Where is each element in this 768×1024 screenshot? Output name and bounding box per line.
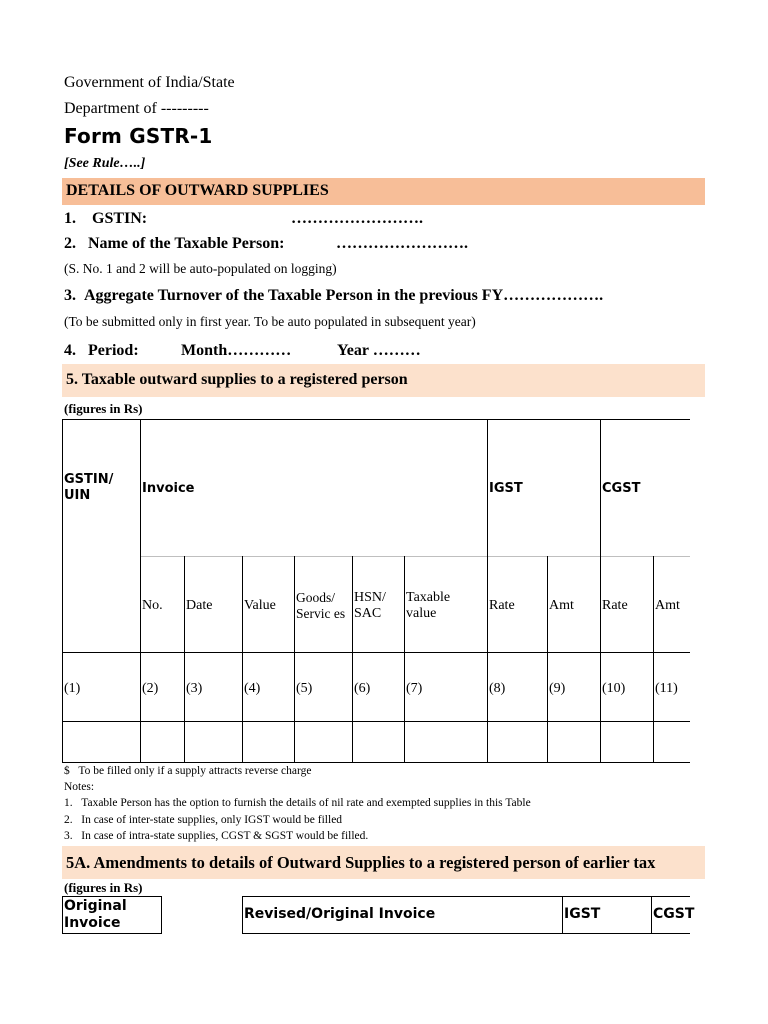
subheader-taxable-value: Taxable value bbox=[406, 590, 451, 621]
outward-supplies-banner bbox=[62, 178, 705, 205]
period-month: Month………… bbox=[181, 342, 292, 359]
outward-supplies-table bbox=[62, 419, 690, 763]
section5-title: 5. Taxable outward supplies to a registered person bbox=[66, 371, 408, 388]
note-item-3: 3. In case of intra-state supplies, CGST & SGST would be filled. bbox=[64, 830, 369, 842]
header-revised-original-invoice: Revised/Original Invoice bbox=[244, 906, 436, 922]
gstin-value-placeholder: ……………………. bbox=[291, 210, 423, 227]
col-number-6: (6) bbox=[354, 681, 371, 696]
header-original-invoice: Original Invoice bbox=[64, 898, 127, 931]
col-number-7: (7) bbox=[406, 681, 423, 696]
auto-populate-note: (S. No. 1 and 2 will be auto-populated on logging) bbox=[64, 261, 337, 276]
header-gstin-uin: GSTIN/ UIN bbox=[64, 472, 114, 503]
col-number-1: (1) bbox=[64, 681, 81, 696]
period-label: 4. Period: bbox=[64, 342, 139, 359]
subheader-cgst-amt: Amt bbox=[655, 598, 680, 613]
period-year: Year ……… bbox=[337, 342, 421, 359]
reverse-charge-note: $ To be filled only if a supply attracts reverse charge bbox=[64, 765, 312, 777]
subheader-value: Value bbox=[244, 598, 276, 613]
figures-unit-label-5a: (figures in Rs) bbox=[64, 880, 143, 895]
subheader-date: Date bbox=[186, 598, 213, 613]
aggregate-turnover-label: 3. Aggregate Turnover of the Taxable Person in the previous FY………………. bbox=[64, 287, 604, 304]
subheader-cgst-rate: Rate bbox=[602, 598, 628, 613]
col-number-11: (11) bbox=[655, 681, 678, 696]
header-igst: IGST bbox=[489, 481, 523, 496]
government-label: Government of India/State bbox=[64, 74, 235, 91]
section5a-title: 5A. Amendments to details of Outward Supplies to a registered person of earlier tax bbox=[66, 853, 656, 872]
note-item-2: 2. In case of inter-state supplies, only IGST would be filled bbox=[64, 814, 343, 826]
outward-supplies-title: DETAILS OF OUTWARD SUPPLIES bbox=[66, 182, 329, 199]
first-year-note: (To be submitted only in first year. To be auto populated in subsequent year) bbox=[64, 314, 476, 329]
figures-unit-label: (figures in Rs) bbox=[64, 401, 143, 416]
col-number-3: (3) bbox=[186, 681, 203, 696]
section5a-banner bbox=[62, 846, 705, 879]
col-number-10: (10) bbox=[602, 681, 626, 696]
form-title: Form GSTR-1 bbox=[64, 124, 213, 148]
section5-banner bbox=[62, 364, 705, 397]
taxable-person-name-label: 2. Name of the Taxable Person: bbox=[64, 235, 285, 252]
col-number-9: (9) bbox=[549, 681, 566, 696]
subheader-igst-rate: Rate bbox=[489, 598, 515, 613]
subheader-no: No. bbox=[142, 598, 163, 613]
subheader-hsn-sac: HSN/ SAC bbox=[354, 590, 386, 621]
department-label: Department of --------- bbox=[64, 100, 209, 117]
col-number-5: (5) bbox=[296, 681, 313, 696]
col-number-4: (4) bbox=[244, 681, 261, 696]
notes-heading: Notes: bbox=[64, 781, 95, 793]
header-5a-cgst: CGST bbox=[653, 906, 695, 922]
rule-reference: [See Rule…..] bbox=[64, 156, 146, 171]
note-item-1: 1. Taxable Person has the option to furnish the details of nil rate and exempted supplies in this Table bbox=[64, 797, 531, 809]
header-invoice: Invoice bbox=[142, 481, 195, 496]
header-cgst: CGST bbox=[602, 481, 641, 496]
col-number-2: (2) bbox=[142, 681, 159, 696]
gstin-label: 1. GSTIN: bbox=[64, 210, 148, 227]
subheader-igst-amt: Amt bbox=[549, 598, 574, 613]
subheader-goods-services: Goods/ Servic es bbox=[296, 590, 346, 621]
col-number-8: (8) bbox=[489, 681, 506, 696]
amendments-table bbox=[62, 896, 695, 934]
header-5a-igst: IGST bbox=[564, 906, 601, 922]
taxable-person-name-placeholder: ……………………. bbox=[336, 235, 468, 252]
